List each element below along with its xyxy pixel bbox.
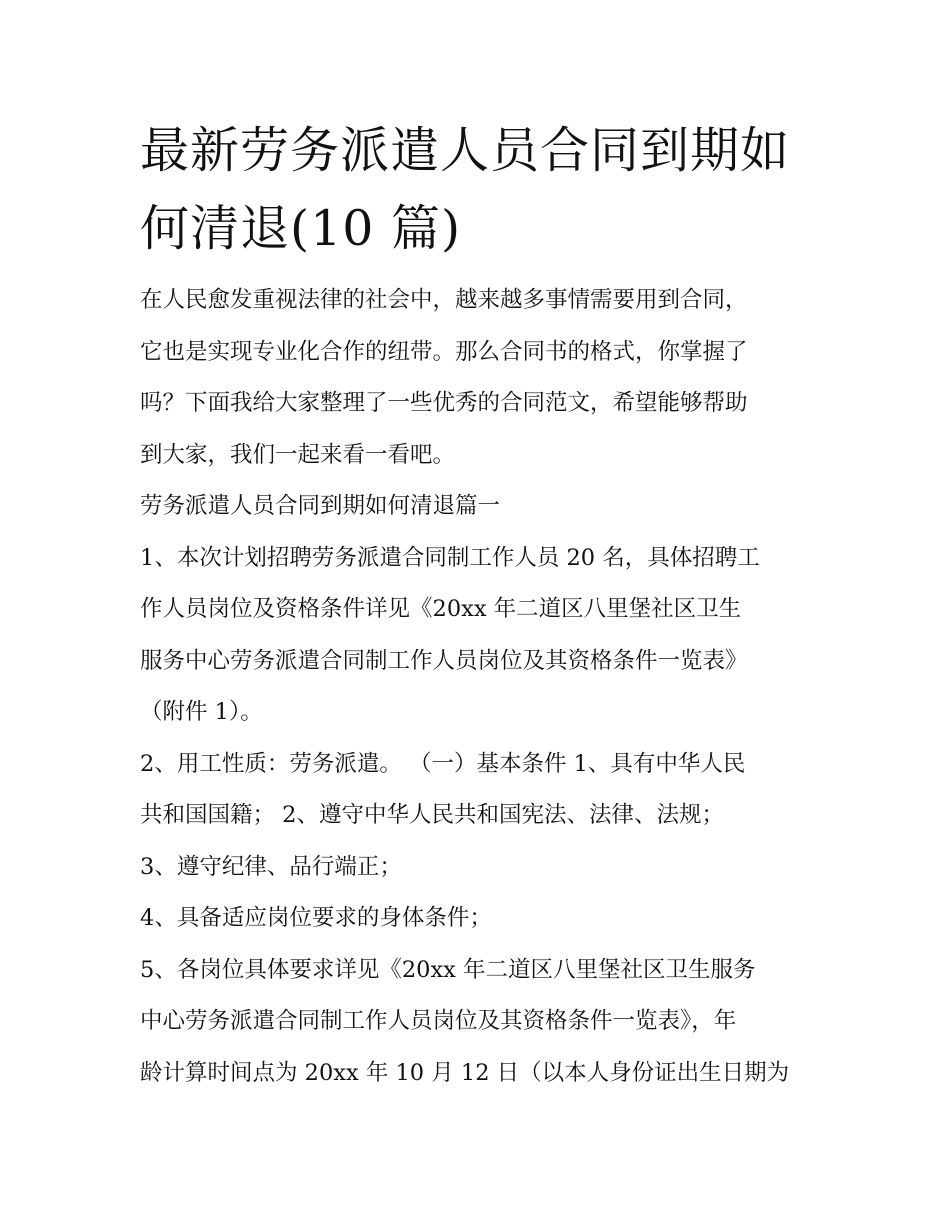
- text-line: 4、具备适应岗位要求的身体条件；: [140, 905, 492, 931]
- text-line: 2、用工性质：劳务派遣。 （一）基本条件 1、具有中华人民: [140, 750, 746, 777]
- text-line: 3、遵守纪律、品行端正；: [140, 853, 402, 880]
- document-title: [140, 112, 820, 268]
- title-line-2: 何清退(10 篇): [140, 200, 462, 257]
- section-heading: 劳务派遣人员合同到期如何清退篇一: [140, 493, 501, 519]
- text-line: 到大家，我们一起来看一看吧。: [140, 441, 456, 468]
- text-line: （附件 1）。: [140, 699, 263, 725]
- text-line: 作人员岗位及资格条件详见《20xx 年二道区八里堡社区卫生: [140, 596, 742, 622]
- document-body: [140, 275, 820, 1099]
- text-line: 共和国国籍； 2、遵守中华人民共和国宪法、法律、法规；: [140, 802, 724, 828]
- text-line: 吗？下面我给大家整理了一些优秀的合同范文，希望能够帮助: [140, 390, 748, 416]
- text-line: 在人民愈发重视法律的社会中，越来越多事情需要用到合同，: [140, 287, 748, 313]
- text-line: 服务中心劳务派遣合同制工作人员岗位及其资格条件一览表》: [140, 647, 748, 674]
- text-line: 它也是实现专业化合作的纽带。那么合同书的格式，你掌握了: [140, 338, 748, 365]
- text-line: 5、各岗位具体要求详见《20xx 年二道区八里堡社区卫生服务: [140, 956, 756, 983]
- title-line-1: 最新劳务派遣人员合同到期如: [140, 122, 791, 179]
- text-line: 龄计算时间点为 20xx 年 10 月 12 日（以本人身份证出生日期为: [140, 1059, 790, 1086]
- text-line: 1、本次计划招聘劳务派遣合同制工作人员 20 名，具体招聘工: [140, 544, 760, 571]
- text-line: 中心劳务派遣合同制工作人员岗位及其资格条件一览表》，年: [140, 1008, 737, 1034]
